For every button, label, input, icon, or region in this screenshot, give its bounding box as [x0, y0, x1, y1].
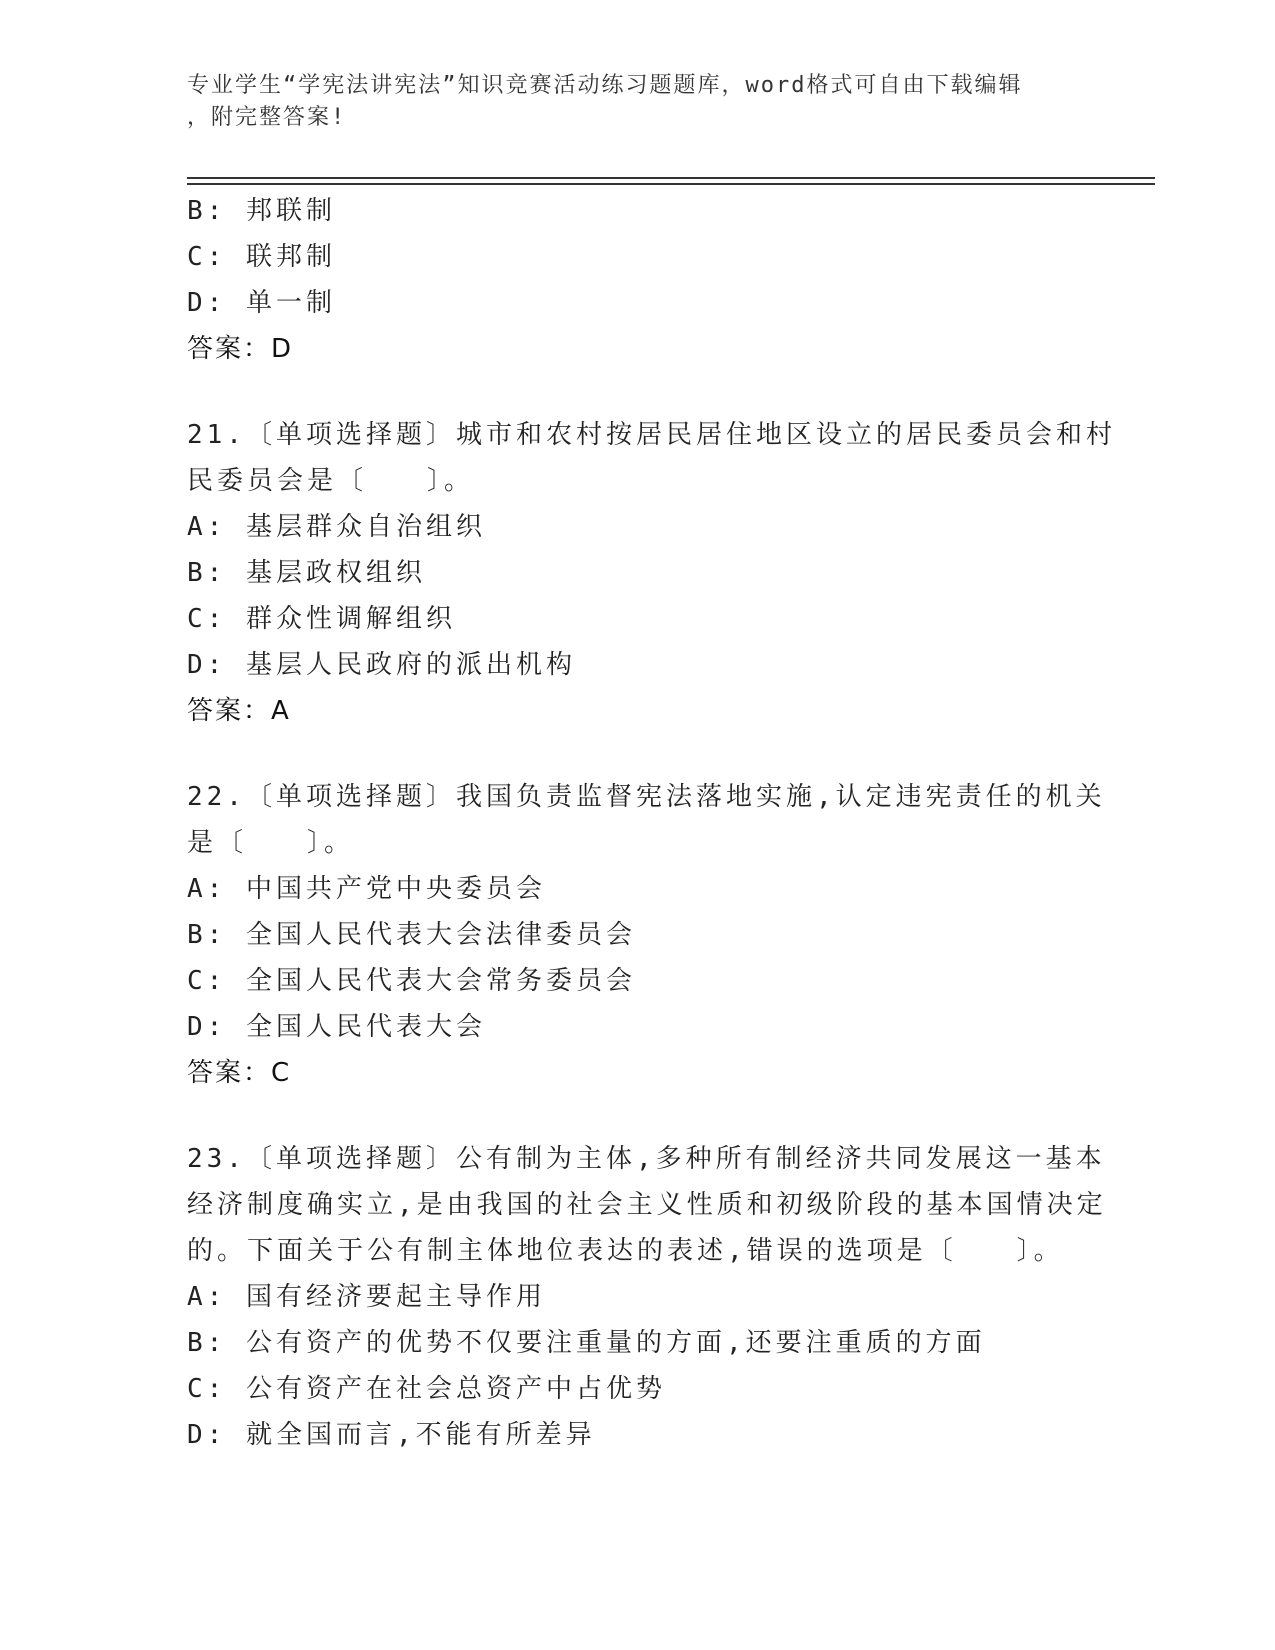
option-b: B: 邦联制	[187, 196, 336, 226]
question-stem-line: 是〔 〕。	[187, 828, 355, 858]
option-c: C: 公有资产在社会总资产中占优势	[187, 1374, 666, 1404]
header-line-2: ，附完整答案!	[187, 105, 347, 130]
option-c: C: 全国人民代表大会常务委员会	[187, 966, 636, 996]
question-stem-line: 民委员会是〔 〕。	[187, 466, 475, 496]
header-rule-top	[187, 177, 1155, 179]
question-22	[187, 774, 1106, 1096]
question-20-continued	[187, 188, 1087, 372]
header-line-1: 专业学生“学宪法讲宪法”知识竞赛活动练习题题库，word格式可自由下载编辑	[187, 73, 1023, 98]
option-c: C: 联邦制	[187, 242, 336, 272]
option-d: D: 就全国而言,不能有所差异	[187, 1420, 596, 1450]
question-21	[187, 412, 1116, 734]
question-23	[187, 1136, 1107, 1458]
option-d: D: 单一制	[187, 288, 336, 318]
question-stem-line: 22.〔单项选择题〕我国负责监督宪法落地实施,认定违宪责任的机关	[187, 782, 1106, 812]
option-b: B: 全国人民代表大会法律委员会	[187, 920, 636, 950]
option-a: A: 国有经济要起主导作用	[187, 1282, 546, 1312]
option-c: C: 群众性调解组织	[187, 604, 456, 634]
question-stem-line: 经济制度确实立,是由我国的社会主义性质和初级阶段的基本国情决定	[187, 1190, 1107, 1220]
question-stem-line: 的。下面关于公有制主体地位表达的表述,错误的选项是〔 〕。	[187, 1236, 1064, 1266]
answer-line: 答案：A	[187, 696, 291, 726]
option-a: A: 基层群众自治组织	[187, 512, 486, 542]
question-stem-line: 21.〔单项选择题〕城市和农村按居民居住地区设立的居民委员会和村	[187, 420, 1116, 450]
option-d: D: 全国人民代表大会	[187, 1012, 486, 1042]
answer-line: 答案：D	[187, 334, 294, 364]
option-d: D: 基层人民政府的派出机构	[187, 650, 576, 680]
header-rule-bottom	[187, 183, 1155, 185]
option-b: B: 基层政权组织	[187, 558, 426, 588]
question-stem-line: 23.〔单项选择题〕公有制为主体,多种所有制经济共同发展这一基本	[187, 1144, 1106, 1174]
option-b: B: 公有资产的优势不仅要注重量的方面,还要注重质的方面	[187, 1328, 986, 1358]
document-header	[187, 70, 1067, 134]
answer-line: 答案：C	[187, 1058, 292, 1088]
question-content	[187, 188, 1116, 1458]
option-a: A: 中国共产党中央委员会	[187, 874, 546, 904]
